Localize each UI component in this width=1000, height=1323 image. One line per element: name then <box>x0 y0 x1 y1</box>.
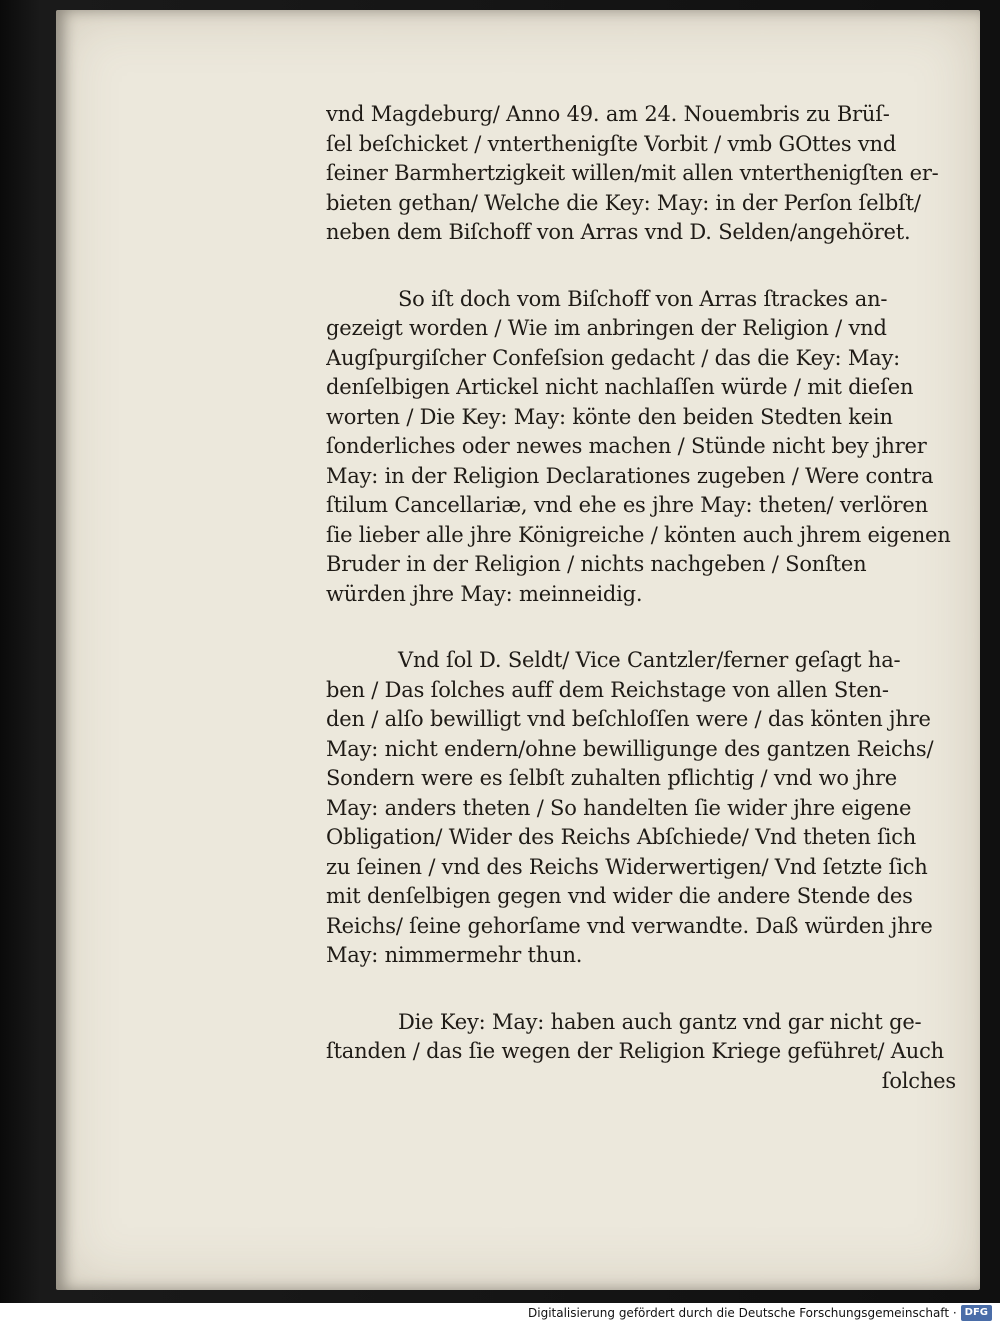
paragraph <box>326 1008 966 1097</box>
text-line: ſonderliches oder newes machen / Stünde nicht bey jhrer <box>326 434 927 458</box>
text-line: ſtanden / das ſie wegen der Religion Kriege geführet/ Auch <box>326 1039 944 1063</box>
footer-bar <box>0 1303 1000 1323</box>
text-line: ſeiner Barmhertzigkeit willen/mit allen vnterthenigſten er- <box>326 161 939 185</box>
text-line: ſtilum Cancellariæ, vnd ehe es jhre May: theten/ verlören <box>326 493 928 517</box>
text-line: denſelbigen Artickel nicht nachlaſſen würde / mit dieſen <box>326 375 914 399</box>
text-line: May: nimmermehr thun. <box>326 943 583 967</box>
text-line: vnd Magdeburg/ Anno 49. am 24. Nouembris zu Brüſ- <box>326 102 890 126</box>
paragraph <box>326 100 966 248</box>
text-line: mit denſelbigen gegen vnd wider die andere Stende des <box>326 884 913 908</box>
text-line: Obligation/ Wider des Reichs Abſchiede/ Vnd theten ſich <box>326 825 917 849</box>
footer-text: Digitalisierung gefördert durch die Deutsche Forschungsgemeinschaft · <box>528 1306 957 1320</box>
text-line: So iſt doch vom Biſchoff von Arras ſtrackes an- <box>398 286 888 311</box>
text-line: Vnd ſol D. Seldt/ Vice Cantzler/ferner geſagt ha- <box>398 648 901 672</box>
text-line: May: anders theten / So handelten ſie wider jhre eigene <box>326 795 912 820</box>
text-line: Reichs/ ſeine gehorſame vnd verwandte. Daß würden jhre <box>326 913 933 938</box>
text-line: bieten gethan/ Welche die Key: May: in der Perſon ſelbſt/ <box>326 190 921 215</box>
text-line: May: in der Religion Declarationes zugeben / Were contra <box>326 463 934 488</box>
text-line: Bruder in der Religion / nichts nachgeben / Sonſten <box>326 552 867 576</box>
paragraph <box>326 285 966 610</box>
text-line: Sondern were es ſelbſt zuhalten pflichtig / vnd wo jhre <box>326 766 898 790</box>
text-line: ſie lieber alle jhre Königreiche / könten auch jhrem eigenen <box>326 522 951 547</box>
paragraph <box>326 646 966 971</box>
text-line: May: nicht endern/ohne bewilligunge des gantzen Reichs/ <box>326 736 934 761</box>
text-line: ſel beſchicket / vnterthenigſte Vorbit / vmb GOttes vnd <box>326 131 897 156</box>
book-page <box>56 10 980 1290</box>
text-line: würden jhre May: meinneidig. <box>326 581 643 606</box>
text-line: neben dem Biſchoff von Arras vnd D. Selden/angehöret. <box>326 220 911 244</box>
text-line: gezeigt worden / Wie im anbringen der Religion / vnd <box>326 316 887 340</box>
text-line: Die Key: May: haben auch gantz vnd gar nicht ge- <box>398 1009 922 1034</box>
catchword: ſolches <box>881 1068 956 1093</box>
text-line: ben / Das ſolches auff dem Reichstage von allen Sten- <box>326 677 889 702</box>
page-text <box>326 100 966 1096</box>
text-line: Augſpurgiſcher Confeſsion gedacht / das die Key: May: <box>326 345 901 370</box>
dfg-logo-icon: DFG <box>961 1305 992 1321</box>
text-line: worten / Die Key: May: könte den beiden Stedten kein <box>326 404 893 429</box>
text-line: den / alſo bewilligt vnd beſchloſſen were / das könten jhre <box>326 707 931 731</box>
text-line: zu ſeinen / vnd des Reichs Widerwertigen/ Vnd ſetzte ſich <box>326 854 928 879</box>
